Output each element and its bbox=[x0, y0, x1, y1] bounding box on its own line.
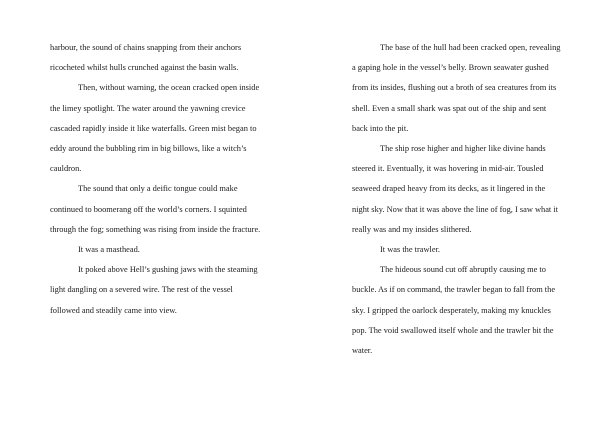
paragraph: The base of the hull had been cracked open, revealing a gaping hole in the vessel’s belly. Brown seawater gushed from its insides, flushing out a broth of sea creatures from its shell. Even a small shark was spat out of the ship and sent back into the pit. bbox=[352, 43, 561, 133]
paragraph: It was the trawler. bbox=[380, 245, 440, 255]
paragraph: It was a masthead. bbox=[78, 245, 140, 255]
left-page bbox=[50, 38, 262, 321]
paragraph: Then, without warning, the ocean cracked open inside the limey spotlight. The water around the yawning crevice cascaded rapidly inside it like waterfalls. Green mist began to eddy around the bubbling rim in big billows, like a witch’s cauldron. bbox=[50, 83, 260, 174]
paragraph: The sound that only a deific tongue could make continued to boomerang off the world’s corners. I squinted through the fog; something was rising from inside the fracture. bbox=[50, 184, 261, 234]
paragraph: The ship rose higher and higher like divine hands steered it. Eventually, it was hovering in mid-air. Tousled seaweed draped heavy from its decks, as it lingered in the night sky. Now that it was above the line of fog, I saw what it really was and my insides slithered. bbox=[352, 144, 559, 234]
paragraph: The hideous sound cut off abruptly causing me to buckle. As if on command, the trawler began to fall from the sky. I gripped the oarlock desperately, making my knuckles pop. The void swallowed itself whole and the trawler bit the water. bbox=[352, 265, 556, 356]
paragraph: harbour, the sound of chains snapping from their anchors ricocheted whilst hulls crunched against the basin walls. bbox=[50, 43, 242, 73]
right-page bbox=[352, 38, 564, 361]
paragraph: It poked above Hell’s gushing jaws with the steaming light dangling on a severed wire. The rest of the vessel followed and steadily came into view. bbox=[50, 265, 258, 315]
